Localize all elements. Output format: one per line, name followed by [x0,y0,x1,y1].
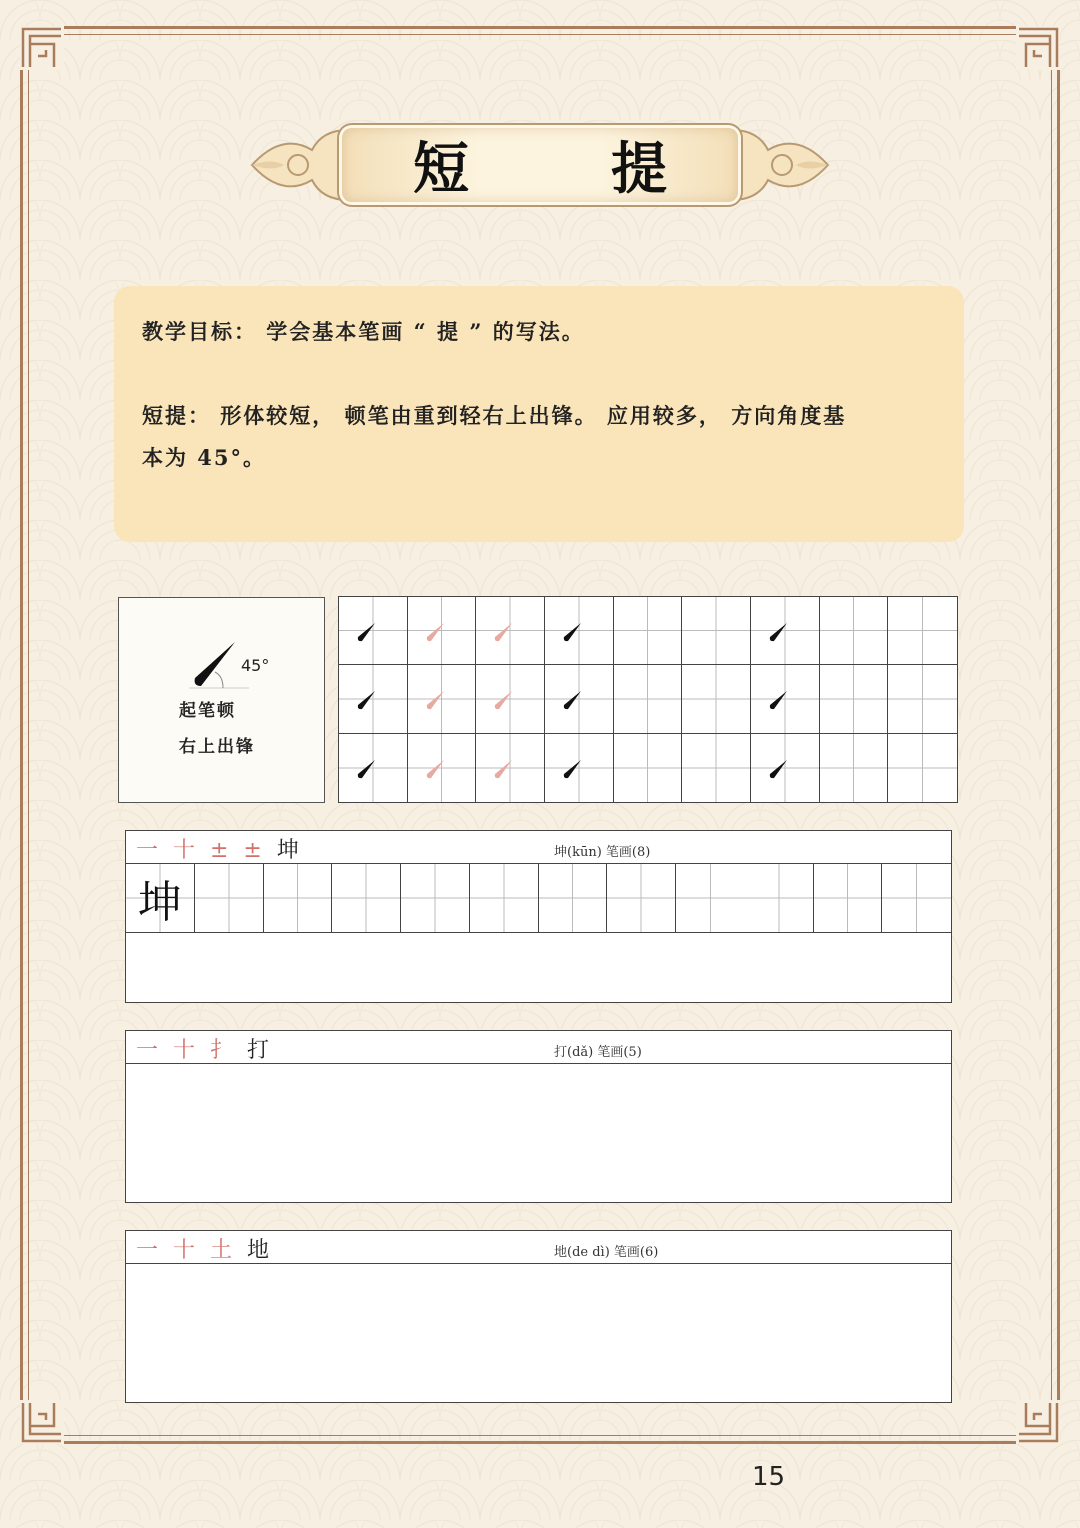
grid-cell [545,665,614,733]
stroke-order [136,1233,273,1264]
rise-stroke-trace [422,752,448,782]
grid-cell [470,864,539,933]
stroke-order-final: 坤 [276,838,303,863]
grid-cell [607,864,676,933]
grid-cell [751,665,820,733]
grid-cell [888,665,957,733]
demo-label-start: 起笔顿 [179,701,236,721]
grid-cell [614,734,683,802]
grid-cell [676,864,745,933]
practice-header [126,1231,951,1264]
rise-stroke-sample [559,683,585,713]
model-character: 坤 [137,877,182,928]
grid-cell [745,864,814,933]
rise-stroke-sample [765,683,791,713]
grid-cell [682,734,751,802]
rise-stroke-trace [490,752,516,782]
stroke-order-steps: 一 十 土 [136,1238,236,1263]
corner-ornament-bottom-left [20,1400,64,1444]
title-char-2: 提 [611,136,667,202]
grid-cell [126,864,195,933]
grid-cell [476,597,545,665]
grid-cell [339,597,408,665]
grid-cell [264,864,333,933]
grid-cell [408,734,477,802]
title-char-1: 短 [413,136,469,202]
grid-cell [820,665,889,733]
grid-cell [332,864,401,933]
stroke-order-steps: 一 十 ± ± [136,838,266,863]
rise-stroke-sample [353,615,379,645]
grid-cell [339,665,408,733]
character-info: 地(de dì) 笔画(6) [554,1245,659,1260]
practice-block-kun [125,830,952,1003]
stroke-demo-box [118,597,325,803]
grid-cell [545,597,614,665]
practice-grid [126,864,951,1002]
grid-cell [476,734,545,802]
practice-header [126,1031,951,1064]
stroke-order-final: 地 [247,1238,274,1263]
practice-grid [126,1264,951,1402]
grid-cell [408,665,477,733]
grid-cell [545,734,614,802]
rise-stroke-sample [353,683,379,713]
stroke-description-line2: 本为 45°。 [142,445,267,470]
grid-cell [888,597,957,665]
rise-stroke-sample [559,752,585,782]
stroke-description-line1: 短提： 形体较短， 顿笔由重到轻右上出锋。 应用较多， 方向角度基 [142,403,847,428]
grid-cell [820,734,889,802]
practice-header [126,831,951,864]
grid-cell [814,864,883,933]
grid-cell [820,597,889,665]
corner-ornament-top-left [20,26,64,70]
grid-cell [539,864,608,933]
short-rise-stroke-icon [179,634,249,692]
grid-cell [195,864,264,933]
stroke-order-steps: 一 十 扌 [136,1038,236,1063]
stroke-order [136,833,303,864]
rise-stroke-trace [490,615,516,645]
page-number: 15 [752,1462,786,1492]
rise-stroke-trace [422,615,448,645]
corner-ornament-top-right [1016,26,1060,70]
grid-cell [339,734,408,802]
practice-grid [126,1064,951,1202]
grid-cell [476,665,545,733]
corner-ornament-bottom-right [1016,1400,1060,1444]
teaching-goal-box [114,286,964,542]
rise-stroke-trace [490,683,516,713]
rise-stroke-sample [765,752,791,782]
grid-cell [401,864,470,933]
demo-label-exit: 右上出锋 [179,737,255,757]
rise-stroke-sample [765,615,791,645]
practice-block-di [125,1230,952,1403]
grid-cell [682,665,751,733]
stroke-order [136,1033,273,1064]
angle-label: 45° [241,656,270,675]
grid-cell [751,734,820,802]
rise-stroke-sample [559,615,585,645]
teaching-goal-text: 教学目标： 学会基本笔画 “ 提 ” 的写法。 [142,319,585,344]
stroke-order-final: 打 [247,1038,274,1063]
practice-block-da [125,1030,952,1203]
rise-stroke-sample [353,752,379,782]
grid-cell [614,665,683,733]
character-info: 坤(kūn) 笔画(8) [554,845,651,860]
title-plate [342,128,738,202]
rise-stroke-trace [422,683,448,713]
grid-cell [408,597,477,665]
grid-cell [682,597,751,665]
grid-cell [888,734,957,802]
character-info: 打(dǎ) 笔画(5) [554,1045,642,1060]
grid-cell [751,597,820,665]
grid-cell [614,597,683,665]
grid-cell [882,864,951,933]
stroke-practice-grid [338,596,958,803]
